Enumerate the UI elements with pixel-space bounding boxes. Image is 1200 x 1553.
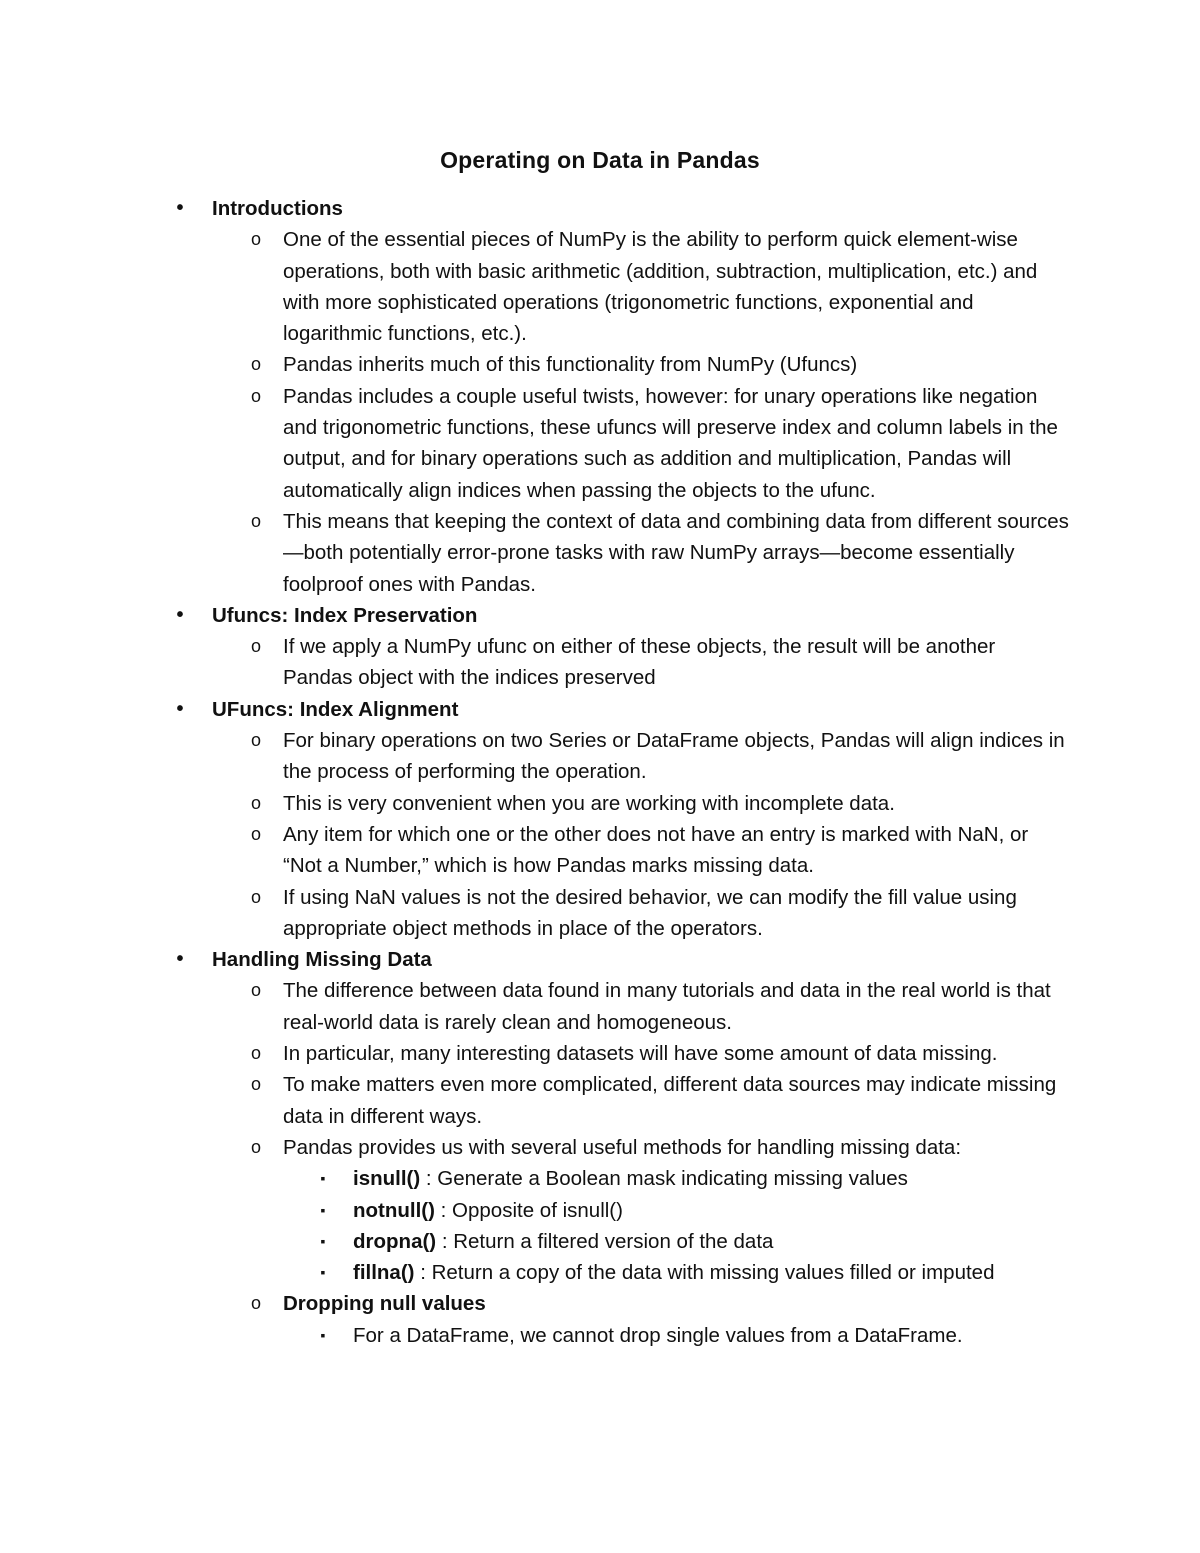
list-item-text: Pandas provides us with several useful methods for handling missing data: bbox=[283, 1135, 962, 1159]
list-item-text: This is very convenient when you are working with incomplete data. bbox=[283, 791, 895, 815]
method-description: : Return a copy of the data with missing values filled or imputed bbox=[414, 1261, 995, 1285]
list-item bbox=[0, 1038, 1200, 1069]
section-heading-text: UFuncs: Index Alignment bbox=[212, 697, 459, 721]
bullet-circle-icon: o bbox=[250, 385, 261, 406]
bullet-square-icon: ▪ bbox=[320, 1201, 326, 1218]
list-item-text: For a DataFrame, we cannot drop single values from a DataFrame. bbox=[353, 1323, 963, 1347]
list-item-text: Any item for which one or the other does not have an entry is marked with NaN, or “Not a Number,” which is how Pandas marks missing data. bbox=[283, 822, 1029, 878]
list-item-text: To make matters even more complicated, different data sources may indicate missing data in different ways. bbox=[283, 1073, 1057, 1128]
bullet-circle-icon: o bbox=[250, 1043, 261, 1064]
list-item bbox=[0, 819, 1200, 882]
section-heading-text: Introductions bbox=[212, 197, 343, 220]
bullet-square-icon: ▪ bbox=[320, 1232, 326, 1249]
bullet-square-icon: ▪ bbox=[320, 1264, 326, 1281]
bullet-square-icon: ▪ bbox=[320, 1170, 326, 1187]
list-item-text: One of the essential pieces of NumPy is the ability to perform quick element-wise operations, both with basic arithmetic (addition, subtraction, multiplication, etc.) and with more sophisticated operations (trigonometric functions, exponential and logarithmic functions, etc.). bbox=[283, 228, 1038, 346]
list-item-text: If using NaN values is not the desired behavior, we can modify the fill value using appropriate object methods in place of the operators. bbox=[283, 885, 1017, 940]
method-item-fillna bbox=[0, 1257, 1200, 1288]
bullet-disc-icon: • bbox=[176, 948, 184, 971]
method-description: : Generate a Boolean mask indicating missing values bbox=[420, 1167, 908, 1191]
method-description: : Return a filtered version of the data bbox=[436, 1229, 774, 1253]
section-heading-index-alignment bbox=[0, 694, 1200, 725]
document-title: Operating on Data in Pandas bbox=[440, 147, 760, 173]
bullet-disc-icon: • bbox=[176, 197, 184, 219]
section-heading-introductions bbox=[0, 193, 1200, 224]
method-name: fillna() bbox=[353, 1261, 415, 1285]
list-item bbox=[0, 506, 1200, 600]
bullet-circle-icon: o bbox=[250, 1136, 261, 1157]
bullet-circle-icon: o bbox=[250, 1074, 261, 1095]
section-heading-index-preservation bbox=[0, 600, 1200, 631]
list-item bbox=[0, 224, 1200, 349]
section-heading-text: Handling Missing Data bbox=[212, 948, 432, 972]
method-name: dropna() bbox=[353, 1229, 437, 1253]
document-body bbox=[0, 193, 1200, 1351]
list-item-text: In particular, many interesting datasets will have some amount of data missing. bbox=[283, 1042, 998, 1066]
method-description: : Opposite of isnull() bbox=[434, 1198, 623, 1222]
bullet-square-icon: ▪ bbox=[320, 1326, 326, 1343]
list-item bbox=[0, 725, 1200, 788]
list-item-text: Pandas includes a couple useful twists, however: for unary operations like negation and trigonometric functions, these ufuncs will preserve index and column labels in the output, and for binary operations such as addition and multiplication, Pandas will automatically align indices when passing the objects to the ufunc. bbox=[283, 384, 1058, 502]
list-item bbox=[0, 1132, 1200, 1163]
bullet-circle-icon: o bbox=[250, 823, 261, 844]
bullet-circle-icon: o bbox=[250, 229, 261, 250]
method-item-dropna bbox=[0, 1226, 1200, 1257]
bullet-circle-icon: o bbox=[250, 510, 261, 531]
method-name: isnull() bbox=[353, 1167, 421, 1191]
section-heading-missing-data bbox=[0, 944, 1200, 975]
bullet-circle-icon: o bbox=[250, 792, 261, 813]
list-item-text: The difference between data found in many tutorials and data in the real world is that real-world data is rarely clean and homogeneous. bbox=[283, 979, 1051, 1034]
bullet-circle-icon: o bbox=[250, 636, 261, 657]
list-item bbox=[0, 631, 1200, 694]
list-item bbox=[0, 882, 1200, 945]
list-item bbox=[0, 1069, 1200, 1132]
list-item bbox=[0, 349, 1200, 380]
list-item bbox=[0, 788, 1200, 819]
list-item bbox=[0, 1320, 1200, 1351]
list-item-text: This means that keeping the context of data and combining data from different sources—both potentially error-prone tasks with raw NumPy arrays—become essentially foolproof ones with Pandas. bbox=[283, 509, 1069, 596]
bullet-circle-icon: o bbox=[250, 354, 261, 375]
bullet-disc-icon: • bbox=[176, 697, 184, 720]
bullet-circle-icon: o bbox=[250, 980, 261, 1001]
subheading-text: Dropping null values bbox=[283, 1292, 486, 1316]
subheading-dropping-null-values bbox=[0, 1288, 1200, 1319]
bullet-disc-icon: • bbox=[176, 603, 184, 626]
list-item bbox=[0, 381, 1200, 506]
list-item-text: Pandas inherits much of this functionality from NumPy (Ufuncs) bbox=[283, 353, 858, 377]
bullet-circle-icon: o bbox=[250, 1293, 261, 1314]
method-item-notnull bbox=[0, 1195, 1200, 1226]
list-item bbox=[0, 975, 1200, 1038]
bullet-circle-icon: o bbox=[250, 730, 261, 751]
method-item-isnull bbox=[0, 1163, 1200, 1194]
list-item-text: If we apply a NumPy ufunc on either of these objects, the result will be another Pandas object with the indices preserved bbox=[283, 635, 996, 690]
bullet-circle-icon: o bbox=[250, 886, 261, 907]
section-heading-text: Ufuncs: Index Preservation bbox=[212, 603, 478, 627]
method-name: notnull() bbox=[353, 1198, 435, 1222]
list-item-text: For binary operations on two Series or DataFrame objects, Pandas will align indices in the process of performing the operation. bbox=[283, 729, 1065, 784]
